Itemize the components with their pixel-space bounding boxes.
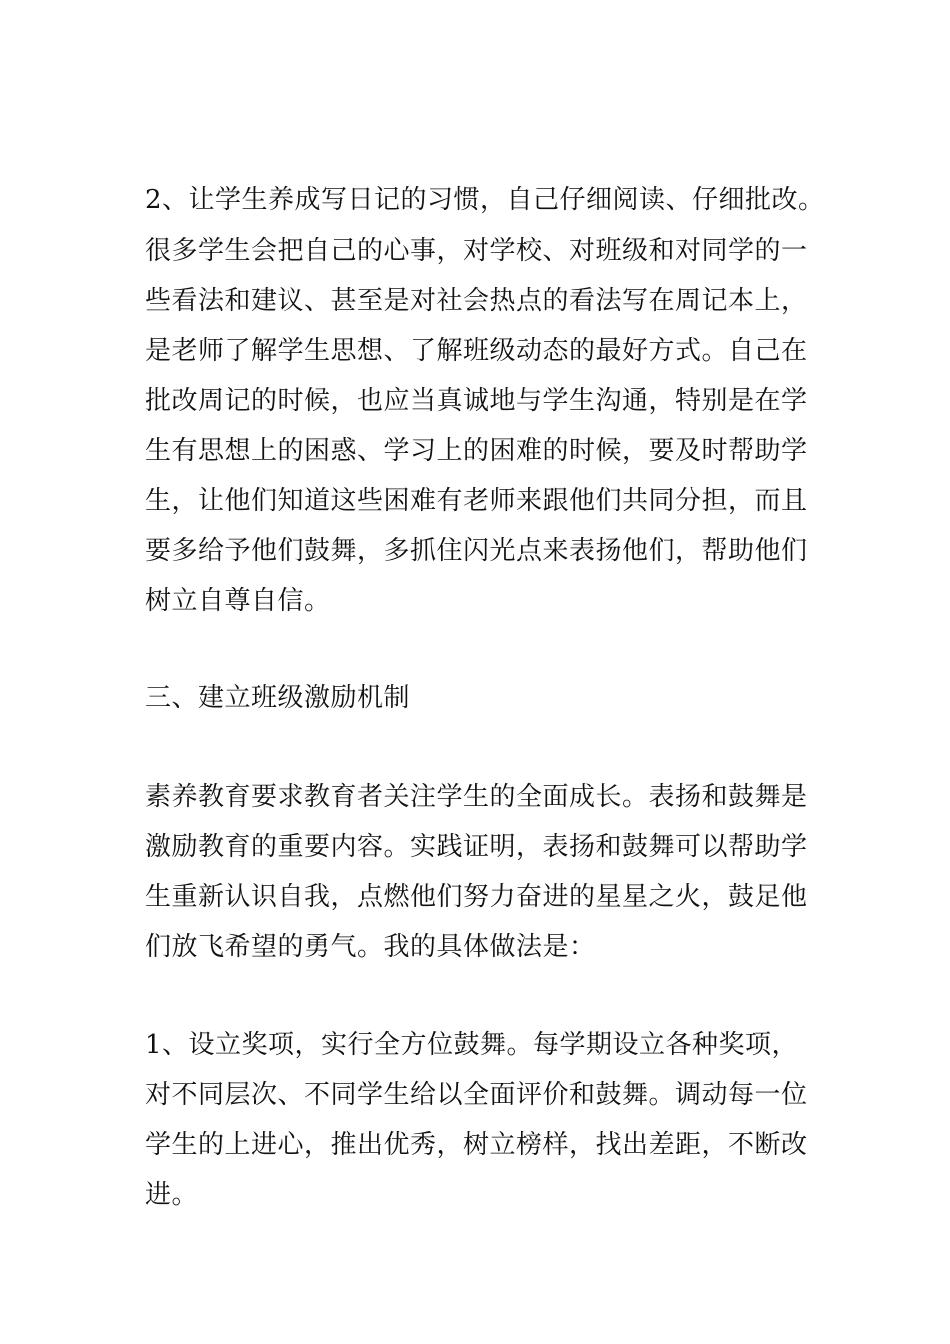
paragraph-line: 生有思想上的困惑、学习上的困难的时候，要及时帮助学 [145, 436, 808, 466]
paragraph-line: 树立自尊自信。 [145, 586, 331, 616]
paragraph-line: 批改周记的时候，也应当真诚地与学生沟通，特别是在学 [145, 386, 808, 416]
paragraph-line: 生，让他们知道这些困难有老师来跟他们共同分担，而且 [145, 486, 808, 516]
paragraph-line: 是老师了解学生思想、了解班级动态的最好方式。自己在 [145, 336, 808, 366]
paragraph-line: 素养教育要求教育者关注学生的全面成长。表扬和鼓舞是 [145, 782, 808, 812]
paragraph-line: 些看法和建议、甚至是对社会热点的看法写在周记本上， [145, 286, 808, 316]
paragraph-line: 进。 [145, 1180, 199, 1210]
paragraph-line: 生重新认识自我，点燃他们努力奋进的星星之火，鼓足他 [145, 882, 808, 912]
section-heading: 三、建立班级激励机制 [145, 683, 411, 713]
paragraph-line: 2、让学生养成写日记的习惯，自己仔细阅读、仔细批改。 [145, 185, 825, 215]
paragraph-line: 1、设立奖项，实行全方位鼓舞。每学期设立各种奖项， [145, 1030, 799, 1060]
paragraph-line: 很多学生会把自己的心事，对学校、对班级和对同学的一 [145, 236, 808, 266]
paragraph-line: 们放飞希望的勇气。我的具体做法是： [145, 932, 596, 962]
paragraph-line: 要多给予他们鼓舞，多抓住闪光点来表扬他们，帮助他们 [145, 536, 808, 566]
paragraph-line: 对不同层次、不同学生给以全面评价和鼓舞。调动每一位 [145, 1080, 808, 1110]
paragraph-line: 学生的上进心，推出优秀，树立榜样，找出差距，不断改 [145, 1130, 808, 1160]
paragraph-line: 激励教育的重要内容。实践证明，表扬和鼓舞可以帮助学 [145, 832, 808, 862]
